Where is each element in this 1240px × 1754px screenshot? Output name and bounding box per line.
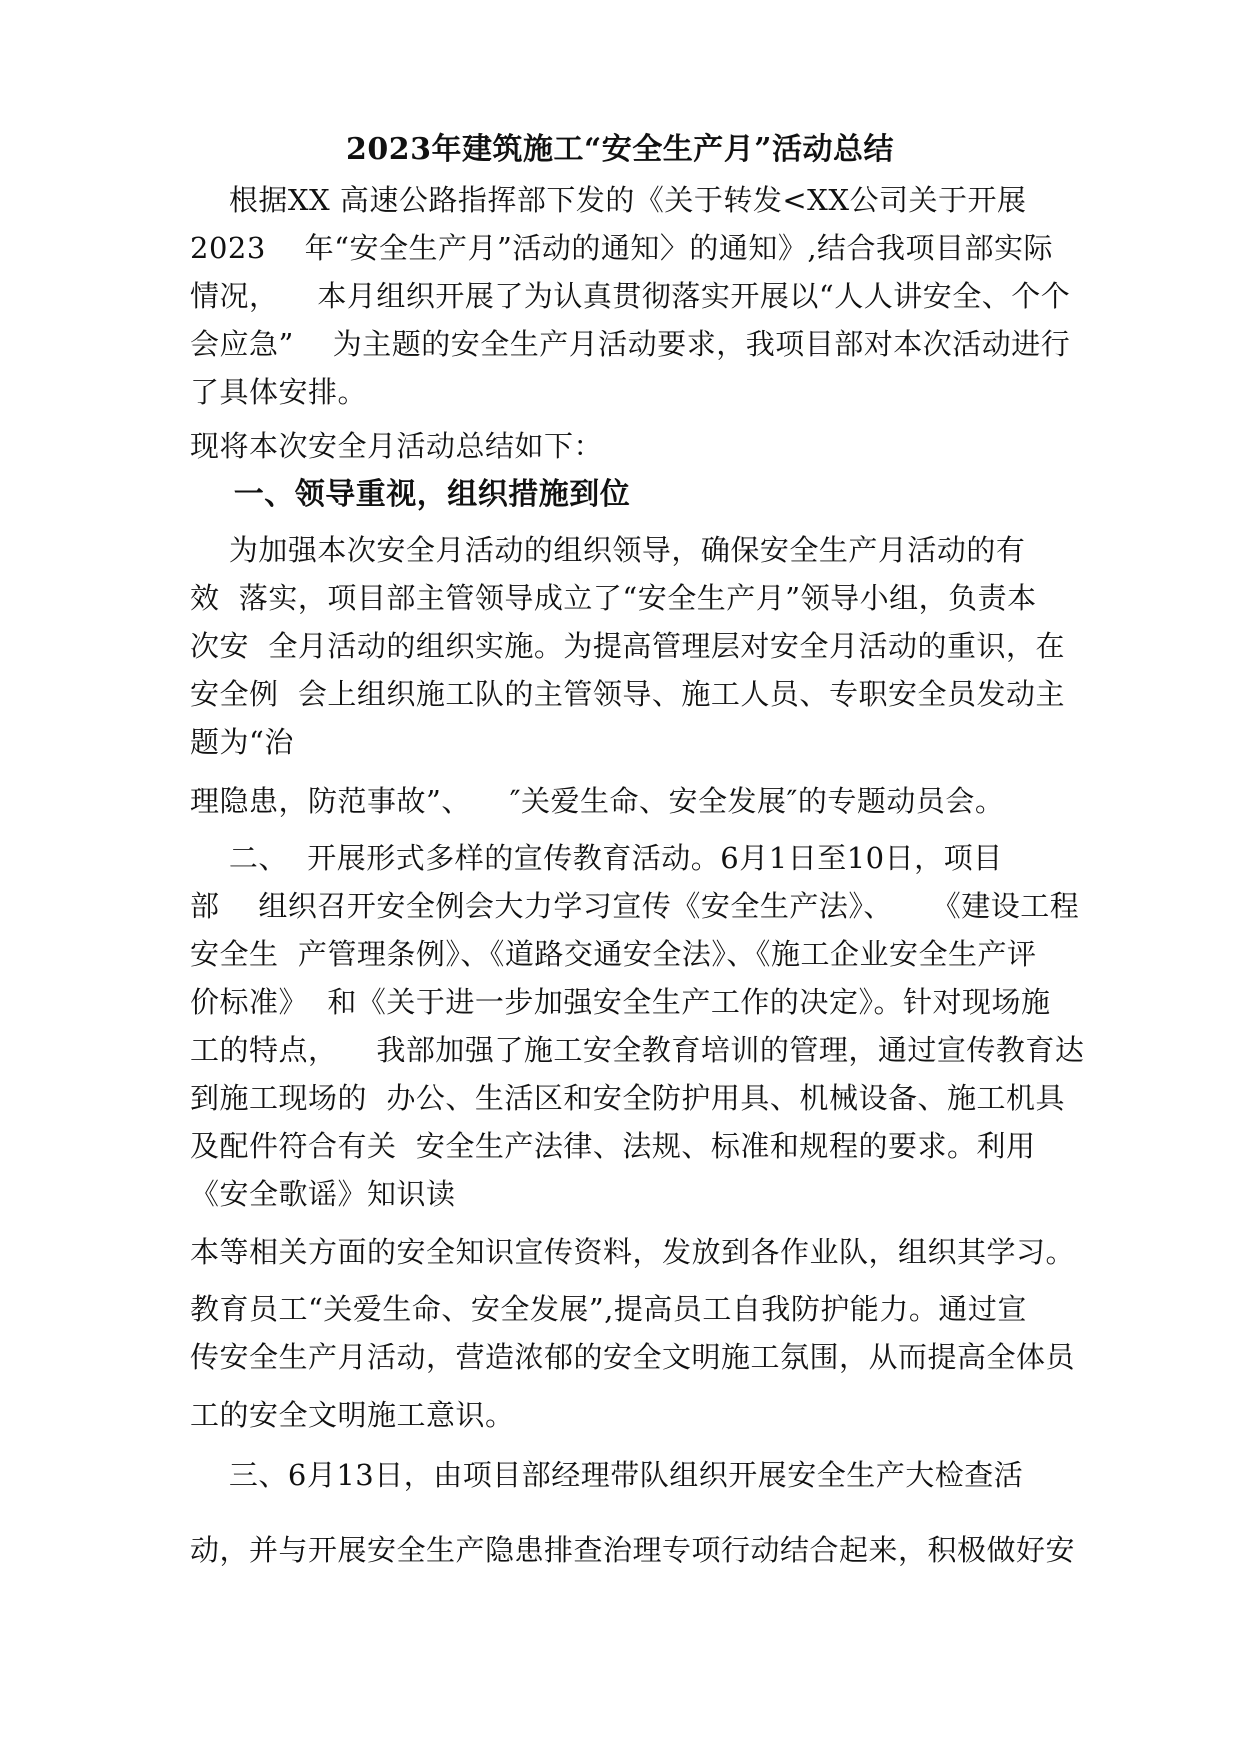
paragraph-line: 2023 年“安全生产月”活动的通知〉的通知》,结合我项目部实际 bbox=[190, 231, 1054, 265]
paragraph-line: 本等相关方面的安全知识宣传资料，发放到各作业队，组织其学习。 bbox=[190, 1235, 1076, 1269]
paragraph-line: 题为“治 bbox=[190, 725, 294, 759]
paragraph-line: 传安全生产月活动，营造浓郁的安全文明施工氛围，从而提高全体员 bbox=[190, 1340, 1076, 1374]
paragraph-line: 情况， 本月组织开展了为认真贯彻落实开展以“人人讲安全、个个 bbox=[190, 279, 1071, 313]
paragraph-line: 教育员工“关爱生命、安全发展”,提高员工自我防护能力。通过宣 bbox=[190, 1292, 1027, 1326]
paragraph-line: 了具体安排。 bbox=[190, 375, 368, 409]
document-title: 2023年建筑施工“安全生产月”活动总结 bbox=[345, 132, 894, 167]
paragraph-line: 安全生 产管理条例》、《道路交通安全法》、《施工企业安全生产评 bbox=[190, 937, 1037, 971]
paragraph-line: 工的特点， 我部加强了施工安全教育培训的管理，通过宣传教育达 bbox=[190, 1033, 1085, 1067]
paragraph-line: 部 组织召开安全例会大力学习宣传《安全生产法》、 《建设工程 bbox=[190, 889, 1080, 923]
paragraph-line: 为加强本次安全月活动的组织领导，确保安全生产月活动的有 bbox=[190, 533, 1026, 567]
paragraph-line: 效 落实，项目部主管领导成立了“安全生产月”领导小组，负责本 bbox=[190, 581, 1037, 615]
paragraph-line: 三、6月13日，由项目部经理带队组织开展安全生产大检查活 bbox=[190, 1458, 1024, 1492]
paragraph-line: 二、 开展形式多样的宣传教育活动。6月1日至10日，项目 bbox=[190, 841, 1003, 875]
paragraph-line: 工的安全文明施工意识。 bbox=[190, 1398, 515, 1432]
paragraph-line: 理隐患，防范事故”、 ″关爱生命、安全发展″的专题动员会。 bbox=[190, 784, 1005, 818]
paragraph-line: 价标准》 和《关于进一步加强安全生产工作的决定》。针对现场施 bbox=[190, 985, 1051, 1019]
paragraph-line: 动，并与开展安全生产隐患排查治理专项行动结合起来，积极做好安 bbox=[190, 1533, 1076, 1567]
paragraph-line: 次安 全月活动的组织实施。为提高管理层对安全月活动的重识，在 bbox=[190, 629, 1065, 663]
paragraph-line: 安全例 会上组织施工队的主管领导、施工人员、专职安全员发动主 bbox=[190, 677, 1065, 711]
paragraph-line: 会应急” 为主题的安全生产月活动要求，我项目部对本次活动进行 bbox=[190, 327, 1071, 361]
paragraph-line: 根据XX 高速公路指挥部下发的《关于转发<XX公司关于开展 bbox=[190, 183, 1027, 217]
section-heading: 一、领导重视，组织措施到位 bbox=[190, 477, 631, 512]
paragraph-line: 到施工现场的 办公、生活区和安全防护用具、机械设备、施工机具 bbox=[190, 1081, 1065, 1115]
paragraph-line: 《安全歌谣》知识读 bbox=[190, 1177, 456, 1211]
paragraph-line: 现将本次安全月活动总结如下： bbox=[190, 429, 604, 463]
paragraph-line: 及配件符合有关 安全生产法律、法规、标准和规程的要求。利用 bbox=[190, 1129, 1036, 1163]
